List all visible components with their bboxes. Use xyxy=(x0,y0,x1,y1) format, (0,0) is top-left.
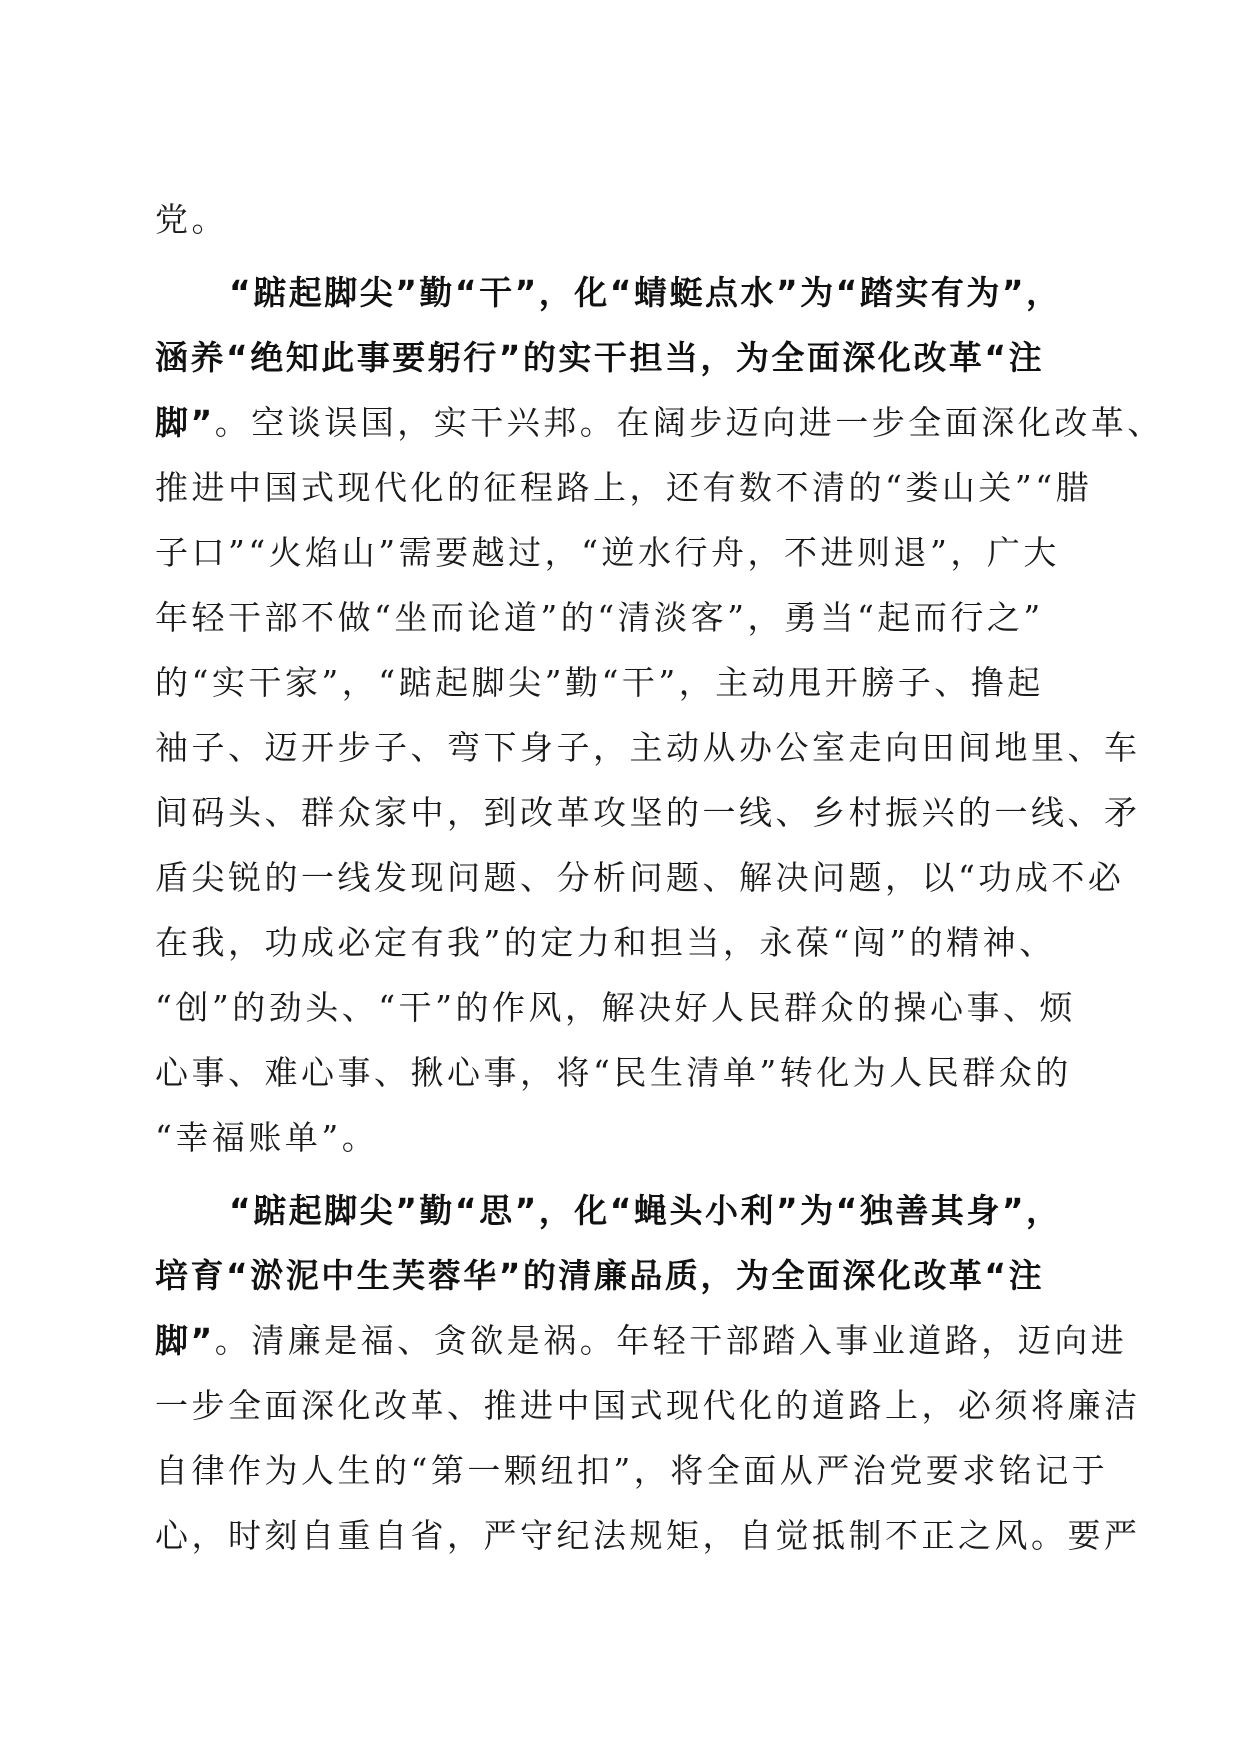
section2-first-line-tail: 。清廉是福、贪欲是祸。年轻干部踏入事业道路，迈向进 xyxy=(214,1321,1128,1360)
continuation-line: 党。 xyxy=(155,200,228,239)
section2-body-line: 心，时刻自重自省，严守纪法规矩，自觉抵制不正之风。要严 xyxy=(155,1516,1141,1555)
section1-heading-line-1: “踮起脚尖”勤“干”，化“蜻蜓点水”为“踏实有为”， xyxy=(229,273,1062,312)
section2-heading-line-1: “踮起脚尖”勤“思”，化“蝇头小利”为“独善其身”， xyxy=(229,1191,1062,1230)
section1-body-line: 的“实干家”，“踮起脚尖”勤“干”，主动甩开膀子、撸起 xyxy=(155,663,1044,702)
section1-body-line: 推进中国式现代化的征程路上，还有数不清的“娄山关”“腊 xyxy=(155,468,1093,507)
section2-heading-line-2: 培育“淤泥中生芙蓉华”的清廉品质，为全面深化改革“注 xyxy=(155,1256,1045,1295)
section1-heading-line-2: 涵养“绝知此事要躬行”的实干担当，为全面深化改革“注 xyxy=(155,338,1045,377)
section1-body-line: 袖子、迈开步子、弯下身子，主动从办公室走向田间地里、车 xyxy=(155,728,1141,767)
section2-mixed-line xyxy=(155,1308,1128,1373)
section2-body-line: 一步全面深化改革、推进中国式现代化的道路上，必须将廉洁 xyxy=(155,1386,1141,1425)
section1-body-line: 间码头、群众家中，到改革攻坚的一线、乡村振兴的一线、矛 xyxy=(155,793,1141,832)
section1-mixed-line xyxy=(155,390,1164,455)
section1-body-line: “幸福账单”。 xyxy=(155,1118,379,1157)
section1-body-line: 子口”“火焰山”需要越过，“逆水行舟，不进则退”，广大 xyxy=(155,533,1060,572)
section1-heading-line-3: 脚” xyxy=(155,403,215,442)
section1-body-line: 盾尖锐的一线发现问题、分析问题、解决问题，以“功成不必 xyxy=(155,858,1125,897)
section2-body-line: 自律作为人生的“第一颗纽扣”，将全面从严治党要求铭记于 xyxy=(155,1451,1109,1490)
section1-body-line: 心事、难心事、揪心事，将“民生清单”转化为人民群众的 xyxy=(155,1053,1072,1092)
section1-body-line: 在我，功成必定有我”的定力和担当，永葆“闯”的精神、 xyxy=(155,923,1056,962)
document-body xyxy=(155,187,1164,1568)
section1-first-line-tail: 。空谈误国，实干兴邦。在阔步迈向进一步全面深化改革、 xyxy=(214,403,1164,442)
section1-body-line: “创”的劲头、“干”的作风，解决好人民群众的操心事、烦 xyxy=(155,988,1076,1027)
section2-heading-line-3: 脚” xyxy=(155,1321,215,1360)
section1-body-line: 年轻干部不做“坐而论道”的“清淡客”，勇当“起而行之” xyxy=(155,598,1044,637)
